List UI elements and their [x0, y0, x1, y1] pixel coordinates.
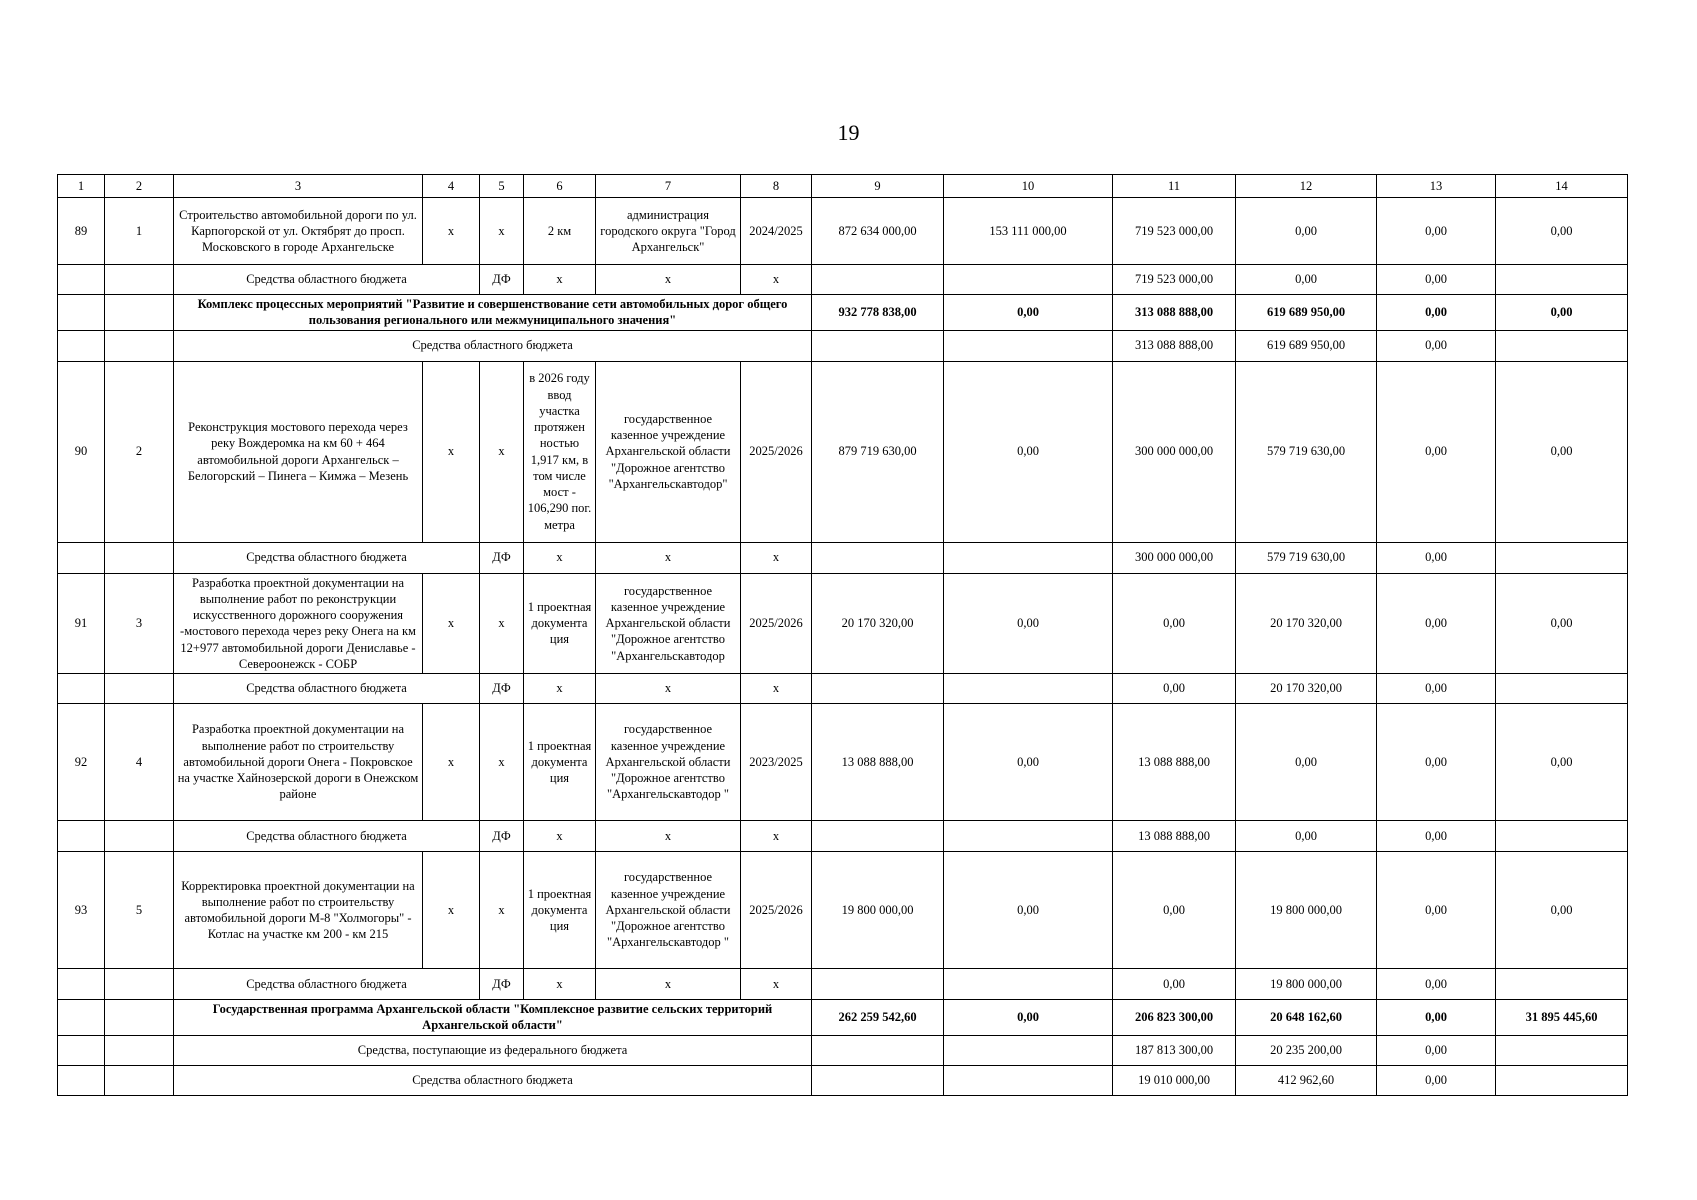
measure-name-cell: Реконструкция мостового перехода через реку Вождеромка на км 60 + 464 автомобильной дороги Архангельск – Белогорский – Пинега – Кимжа – Мезень: [174, 361, 423, 542]
cell: х: [741, 265, 812, 295]
amount-cell: [812, 674, 944, 704]
amount-cell: [812, 265, 944, 295]
empty-cell: [105, 1035, 174, 1065]
capacity-cell: 1 проектная документа ция: [524, 573, 596, 674]
funding-source-row: [58, 821, 1628, 852]
amount-cell: [812, 1065, 944, 1095]
period-cell: 2024/2025: [741, 198, 812, 265]
funding-source-label: Средства областного бюджета: [174, 674, 480, 704]
program-title-cell: Комплекс процессных мероприятий "Развитие и совершенствование сети автомобильных дорог общего пользования регионального или межмуниципального значения": [174, 295, 812, 331]
empty-cell: [58, 295, 105, 331]
col-header: 7: [596, 175, 741, 198]
empty-cell: [105, 969, 174, 1000]
amount-cell: 0,00: [1496, 704, 1628, 821]
amount-cell: 0,00: [1236, 265, 1377, 295]
amount-cell: [812, 330, 944, 361]
col-header: 4: [423, 175, 480, 198]
capacity-cell: 1 проектная документа ция: [524, 852, 596, 969]
capacity-cell: в 2026 году ввод участка протяжен ностью 1,917 км, в том числе мост - 106,290 пог. метра: [524, 361, 596, 542]
amount-cell: [944, 265, 1113, 295]
cell: х: [423, 852, 480, 969]
amount-cell: 0,00: [1496, 852, 1628, 969]
cell: ДФ: [480, 674, 524, 704]
amount-cell: [812, 542, 944, 573]
amount-cell: [1496, 821, 1628, 852]
amount-cell: 0,00: [1377, 1000, 1496, 1036]
amount-cell: 0,00: [1377, 852, 1496, 969]
funding-source-row: [58, 265, 1628, 295]
amount-cell: 0,00: [1377, 821, 1496, 852]
amount-cell: 313 088 888,00: [1113, 295, 1236, 331]
amount-cell: 0,00: [1113, 674, 1236, 704]
measure-row: [58, 198, 1628, 265]
funding-source-row: [58, 1065, 1628, 1095]
col-header: 12: [1236, 175, 1377, 198]
cell: х: [741, 674, 812, 704]
amount-cell: 0,00: [1496, 573, 1628, 674]
amount-cell: 206 823 300,00: [1113, 1000, 1236, 1036]
empty-cell: [105, 821, 174, 852]
budget-table: [57, 174, 1628, 1096]
page-number: 19: [837, 120, 860, 145]
empty-cell: [105, 1065, 174, 1095]
col-header: 6: [524, 175, 596, 198]
amount-cell: 0,00: [1377, 198, 1496, 265]
cell: х: [480, 852, 524, 969]
amount-cell: 13 088 888,00: [812, 704, 944, 821]
customer-cell: государственное казенное учреждение Архангельской области "Дорожное агентство "Архангельскавтодор ": [596, 852, 741, 969]
amount-cell: 0,00: [1377, 969, 1496, 1000]
cell: х: [423, 361, 480, 542]
amount-cell: 300 000 000,00: [1113, 361, 1236, 542]
cell: х: [596, 542, 741, 573]
funding-source-label: Средства областного бюджета: [174, 542, 480, 573]
empty-cell: [58, 821, 105, 852]
amount-cell: 0,00: [944, 295, 1113, 331]
period-cell: 2025/2026: [741, 852, 812, 969]
cell: х: [480, 573, 524, 674]
amount-cell: 412 962,60: [1236, 1065, 1377, 1095]
cell: х: [480, 198, 524, 265]
cell: х: [596, 821, 741, 852]
amount-cell: [944, 330, 1113, 361]
amount-cell: 0,00: [1113, 852, 1236, 969]
amount-cell: 187 813 300,00: [1113, 1035, 1236, 1065]
empty-cell: [105, 1000, 174, 1036]
cell: х: [480, 361, 524, 542]
amount-cell: [1496, 969, 1628, 1000]
amount-cell: 579 719 630,00: [1236, 361, 1377, 542]
amount-cell: 0,00: [1377, 704, 1496, 821]
amount-cell: 0,00: [944, 573, 1113, 674]
amount-cell: 0,00: [944, 361, 1113, 542]
capacity-cell: 2 км: [524, 198, 596, 265]
amount-cell: 0,00: [1377, 674, 1496, 704]
program-total-row: [58, 295, 1628, 331]
amount-cell: 19 010 000,00: [1113, 1065, 1236, 1095]
period-cell: 2025/2026: [741, 573, 812, 674]
amount-cell: 13 088 888,00: [1113, 704, 1236, 821]
col-header: 11: [1113, 175, 1236, 198]
col-header: 1: [58, 175, 105, 198]
row-number-cell: 93: [58, 852, 105, 969]
amount-cell: 20 170 320,00: [1236, 674, 1377, 704]
amount-cell: [1496, 265, 1628, 295]
col-header: 10: [944, 175, 1113, 198]
amount-cell: 0,00: [1496, 295, 1628, 331]
amount-cell: 20 235 200,00: [1236, 1035, 1377, 1065]
amount-cell: 0,00: [1236, 704, 1377, 821]
col-header: 5: [480, 175, 524, 198]
sub-number-cell: 5: [105, 852, 174, 969]
empty-cell: [58, 1000, 105, 1036]
funding-source-label: Средства областного бюджета: [174, 821, 480, 852]
amount-cell: [944, 542, 1113, 573]
cell: х: [524, 265, 596, 295]
customer-cell: государственное казенное учреждение Архангельской области "Дорожное агентство "Архангельскавтодор ": [596, 704, 741, 821]
amount-cell: [944, 1035, 1113, 1065]
cell: ДФ: [480, 542, 524, 573]
program-title-cell: Государственная программа Архангельской области "Комплексное развитие сельских территорий Архангельской области": [174, 1000, 812, 1036]
amount-cell: 0,00: [1377, 1035, 1496, 1065]
col-header: 13: [1377, 175, 1496, 198]
amount-cell: 19 800 000,00: [812, 852, 944, 969]
row-number-cell: 91: [58, 573, 105, 674]
empty-cell: [58, 265, 105, 295]
amount-cell: 300 000 000,00: [1113, 542, 1236, 573]
col-header: 14: [1496, 175, 1628, 198]
amount-cell: 879 719 630,00: [812, 361, 944, 542]
cell: х: [480, 704, 524, 821]
amount-cell: [1496, 330, 1628, 361]
cell: х: [423, 704, 480, 821]
empty-cell: [105, 674, 174, 704]
row-number-cell: 92: [58, 704, 105, 821]
empty-cell: [105, 542, 174, 573]
amount-cell: 0,00: [1377, 330, 1496, 361]
cell: ДФ: [480, 969, 524, 1000]
amount-cell: [944, 821, 1113, 852]
amount-cell: 20 648 162,60: [1236, 1000, 1377, 1036]
amount-cell: [1496, 542, 1628, 573]
funding-source-row: [58, 969, 1628, 1000]
sub-number-cell: 4: [105, 704, 174, 821]
funding-source-row: [58, 542, 1628, 573]
amount-cell: 19 800 000,00: [1236, 852, 1377, 969]
sub-number-cell: 3: [105, 573, 174, 674]
empty-cell: [105, 265, 174, 295]
sub-number-cell: 1: [105, 198, 174, 265]
empty-cell: [58, 969, 105, 1000]
cell: х: [741, 542, 812, 573]
amount-cell: 0,00: [1236, 198, 1377, 265]
row-number-cell: 89: [58, 198, 105, 265]
measure-row: [58, 361, 1628, 542]
amount-cell: 19 800 000,00: [1236, 969, 1377, 1000]
amount-cell: 619 689 950,00: [1236, 295, 1377, 331]
measure-name-cell: Разработка проектной документации на выполнение работ по строительству автомобильной дороги Онега - Покровское на участке Хайнозерской дороги в Онежском районе: [174, 704, 423, 821]
measure-name-cell: Строительство автомобильной дороги по ул. Карпогорской от ул. Октябрят до просп. Московского в городе Архангельске: [174, 198, 423, 265]
amount-cell: [944, 969, 1113, 1000]
sub-number-cell: 2: [105, 361, 174, 542]
amount-cell: 0,00: [1377, 295, 1496, 331]
amount-cell: 0,00: [1496, 361, 1628, 542]
period-cell: 2025/2026: [741, 361, 812, 542]
amount-cell: 719 523 000,00: [1113, 265, 1236, 295]
amount-cell: 31 895 445,60: [1496, 1000, 1628, 1036]
funding-source-label: Средства, поступающие из федерального бюджета: [174, 1035, 812, 1065]
amount-cell: [1496, 674, 1628, 704]
customer-cell: государственное казенное учреждение Архангельской области "Дорожное агентство "Архангельскавтодор": [596, 361, 741, 542]
col-header: 2: [105, 175, 174, 198]
amount-cell: 932 778 838,00: [812, 295, 944, 331]
cell: х: [524, 674, 596, 704]
cell: х: [524, 542, 596, 573]
measure-name-cell: Корректировка проектной документации на выполнение работ по строительству автомобильной дороги М-8 "Холмогоры" - Котлас на участке км 200 - км 215: [174, 852, 423, 969]
col-header: 3: [174, 175, 423, 198]
amount-cell: 262 259 542,60: [812, 1000, 944, 1036]
funding-source-label: Средства областного бюджета: [174, 265, 480, 295]
amount-cell: [1496, 1065, 1628, 1095]
cell: х: [423, 198, 480, 265]
amount-cell: 0,00: [1236, 821, 1377, 852]
amount-cell: 0,00: [1377, 361, 1496, 542]
amount-cell: 20 170 320,00: [1236, 573, 1377, 674]
cell: х: [596, 265, 741, 295]
amount-cell: 0,00: [1377, 573, 1496, 674]
empty-cell: [58, 1035, 105, 1065]
funding-source-row: [58, 674, 1628, 704]
cell: х: [741, 969, 812, 1000]
measure-row: [58, 704, 1628, 821]
cell: х: [596, 969, 741, 1000]
col-header: 8: [741, 175, 812, 198]
amount-cell: 0,00: [944, 704, 1113, 821]
empty-cell: [58, 1065, 105, 1095]
empty-cell: [105, 295, 174, 331]
empty-cell: [58, 674, 105, 704]
amount-cell: 0,00: [1113, 969, 1236, 1000]
amount-cell: 619 689 950,00: [1236, 330, 1377, 361]
amount-cell: 0,00: [1377, 542, 1496, 573]
funding-source-row: [58, 1035, 1628, 1065]
cell: х: [423, 573, 480, 674]
cell: х: [524, 969, 596, 1000]
empty-cell: [58, 542, 105, 573]
amount-cell: [812, 1035, 944, 1065]
amount-cell: 872 634 000,00: [812, 198, 944, 265]
empty-cell: [58, 330, 105, 361]
amount-cell: [944, 1065, 1113, 1095]
cell: х: [596, 674, 741, 704]
amount-cell: 313 088 888,00: [1113, 330, 1236, 361]
funding-source-label: Средства областного бюджета: [174, 330, 812, 361]
column-number-header-row: [58, 175, 1628, 198]
amount-cell: 0,00: [944, 852, 1113, 969]
amount-cell: [1496, 1035, 1628, 1065]
customer-cell: государственное казенное учреждение Архангельской области "Дорожное агентство "Архангельскавтодор: [596, 573, 741, 674]
amount-cell: 0,00: [944, 1000, 1113, 1036]
amount-cell: 0,00: [1496, 198, 1628, 265]
amount-cell: 719 523 000,00: [1113, 198, 1236, 265]
amount-cell: [812, 821, 944, 852]
amount-cell: 13 088 888,00: [1113, 821, 1236, 852]
funding-source-label: Средства областного бюджета: [174, 969, 480, 1000]
amount-cell: 0,00: [1377, 265, 1496, 295]
measure-name-cell: Разработка проектной документации на выполнение работ по реконструкции искусственного дорожного сооружения -мостового перехода через реку Онега на км 12+977 автомобильной дороги Дениславье - Североонежск - СОБР: [174, 573, 423, 674]
col-header: 9: [812, 175, 944, 198]
measure-row: [58, 852, 1628, 969]
amount-cell: 0,00: [1377, 1065, 1496, 1095]
table-body: [58, 175, 1628, 1096]
customer-cell: администрация городского округа "Город Архангельск": [596, 198, 741, 265]
amount-cell: 579 719 630,00: [1236, 542, 1377, 573]
amount-cell: 0,00: [1113, 573, 1236, 674]
capacity-cell: 1 проектная документа ция: [524, 704, 596, 821]
measure-row: [58, 573, 1628, 674]
period-cell: 2023/2025: [741, 704, 812, 821]
cell: ДФ: [480, 821, 524, 852]
amount-cell: [944, 674, 1113, 704]
program-total-row: [58, 1000, 1628, 1036]
amount-cell: 20 170 320,00: [812, 573, 944, 674]
funding-source-row: [58, 330, 1628, 361]
cell: х: [741, 821, 812, 852]
amount-cell: 153 111 000,00: [944, 198, 1113, 265]
cell: ДФ: [480, 265, 524, 295]
amount-cell: [812, 969, 944, 1000]
cell: х: [524, 821, 596, 852]
empty-cell: [105, 330, 174, 361]
funding-source-label: Средства областного бюджета: [174, 1065, 812, 1095]
row-number-cell: 90: [58, 361, 105, 542]
